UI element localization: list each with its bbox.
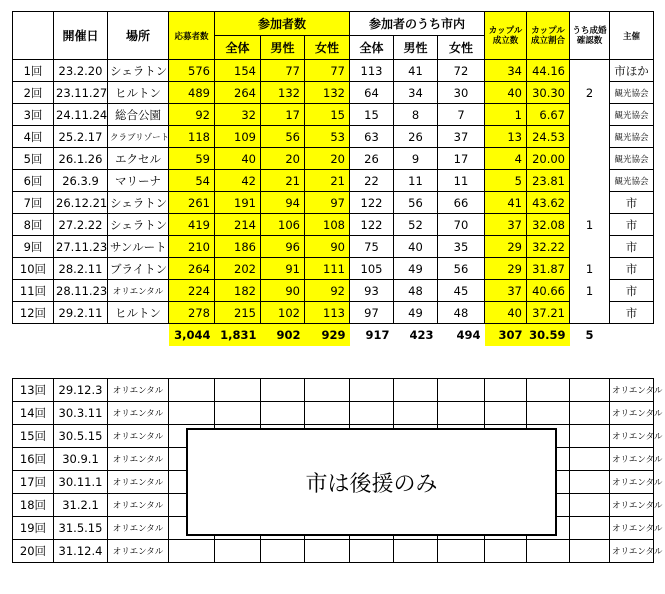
total-participants: 1,831 <box>215 324 261 347</box>
row-couple-rate: 31.87 <box>527 258 570 280</box>
row-date: 31.5.15 <box>54 517 108 540</box>
row-city-female: 72 <box>438 60 485 82</box>
row-organizer: 市 <box>610 302 654 324</box>
row-number: 20回 <box>13 540 54 563</box>
row-participants-male: 132 <box>261 82 305 104</box>
table-row <box>13 540 654 563</box>
header-participants-male: 男性 <box>261 36 305 60</box>
row-participants-female: 111 <box>305 258 350 280</box>
row-city: 93 <box>350 280 394 302</box>
row-place: シェラトン <box>108 60 169 82</box>
row-date: 30.3.11 <box>54 402 108 425</box>
row-date: 26.1.26 <box>54 148 108 170</box>
table-row <box>13 126 654 148</box>
row-participants: 40 <box>215 148 261 170</box>
row-couple-rate: 23.81 <box>527 170 570 192</box>
row-place: シェラトン <box>108 192 169 214</box>
row-date: 31.12.4 <box>54 540 108 563</box>
row-couple-rate: 43.62 <box>527 192 570 214</box>
row-organizer: 市 <box>610 280 654 302</box>
total-applicants: 3,044 <box>169 324 215 347</box>
row-participants-female: 92 <box>305 280 350 302</box>
table-row <box>13 148 654 170</box>
row-applicants: 261 <box>169 192 215 214</box>
row-place: クラブリゾート <box>108 126 169 148</box>
empty-cell <box>485 379 527 402</box>
row-marriages: 1 <box>570 280 610 302</box>
row-participants-male: 94 <box>261 192 305 214</box>
note-box <box>186 428 557 536</box>
row-place: オリエンタル <box>108 517 169 540</box>
row-applicants: 59 <box>169 148 215 170</box>
empty-cell <box>570 448 610 471</box>
table-row <box>13 104 654 126</box>
row-participants-female: 21 <box>305 170 350 192</box>
total-participants-male: 902 <box>261 324 305 347</box>
row-city-male: 11 <box>394 170 438 192</box>
row-place: 総合公園 <box>108 104 169 126</box>
row-participants-female: 97 <box>305 192 350 214</box>
row-city-male: 49 <box>394 258 438 280</box>
row-marriages <box>570 60 610 82</box>
empty-cell <box>350 540 394 563</box>
row-applicants: 54 <box>169 170 215 192</box>
table-row <box>13 302 654 324</box>
row-place: マリーナ <box>108 170 169 192</box>
row-city-male: 34 <box>394 82 438 104</box>
total-city-male: 423 <box>409 328 434 342</box>
empty-cell <box>350 379 394 402</box>
row-city-male: 56 <box>394 192 438 214</box>
row-place: オリエンタル <box>108 494 169 517</box>
empty-cell <box>570 517 610 540</box>
row-number: 6回 <box>13 170 54 192</box>
row-date: 23.11.27 <box>54 82 108 104</box>
row-city-female: 66 <box>438 192 485 214</box>
row-number: 16回 <box>13 448 54 471</box>
row-couples: 4 <box>485 148 527 170</box>
row-organizer: オリエンタル <box>610 448 654 471</box>
row-date: 23.2.20 <box>54 60 108 82</box>
row-place: シェラトン <box>108 214 169 236</box>
row-participants-male: 21 <box>261 170 305 192</box>
header-couples: カップル成立数 <box>485 12 527 60</box>
row-city: 15 <box>350 104 394 126</box>
row-applicants: 92 <box>169 104 215 126</box>
row-place: オリエンタル <box>108 448 169 471</box>
row-marriages <box>570 170 610 192</box>
row-applicants: 264 <box>169 258 215 280</box>
row-couples: 13 <box>485 126 527 148</box>
row-place: ヒルトン <box>108 302 169 324</box>
row-organizer: 観光協会 <box>610 104 654 126</box>
row-date: 29.2.11 <box>54 302 108 324</box>
row-participants: 109 <box>215 126 261 148</box>
header-city-total: 全体 <box>350 36 394 60</box>
total-couple-rate: 30.59 <box>527 324 570 347</box>
empty-cell <box>394 540 438 563</box>
row-organizer: 市 <box>610 214 654 236</box>
row-number: 7回 <box>13 192 54 214</box>
row-organizer: 観光協会 <box>610 170 654 192</box>
row-participants-female: 90 <box>305 236 350 258</box>
row-organizer: 観光協会 <box>610 82 654 104</box>
row-participants-female: 20 <box>305 148 350 170</box>
row-date: 25.2.17 <box>54 126 108 148</box>
row-place: サンルート <box>108 236 169 258</box>
row-date: 29.12.3 <box>54 379 108 402</box>
row-city: 97 <box>350 302 394 324</box>
row-participants: 32 <box>215 104 261 126</box>
empty-cell <box>485 402 527 425</box>
empty-cell <box>169 379 215 402</box>
row-marriages <box>570 126 610 148</box>
row-organizer: オリエンタル <box>610 425 654 448</box>
row-couple-rate: 40.66 <box>527 280 570 302</box>
row-couples: 41 <box>485 192 527 214</box>
row-participants-female: 15 <box>305 104 350 126</box>
row-couples: 37 <box>485 214 527 236</box>
row-place: オリエンタル <box>108 280 169 302</box>
header-marriages: うち成婚確認数 <box>570 12 610 60</box>
empty-cell <box>215 402 261 425</box>
row-city-female: 17 <box>438 148 485 170</box>
row-city-female: 48 <box>438 302 485 324</box>
row-applicants: 118 <box>169 126 215 148</box>
row-place: エクセル <box>108 148 169 170</box>
row-marriages <box>570 148 610 170</box>
row-applicants: 210 <box>169 236 215 258</box>
row-organizer: オリエンタル <box>610 471 654 494</box>
table-row <box>13 402 654 425</box>
empty-cell <box>305 402 350 425</box>
row-couple-rate: 24.53 <box>527 126 570 148</box>
header-date: 開催日 <box>54 12 108 60</box>
row-couple-rate: 32.22 <box>527 236 570 258</box>
row-participants: 42 <box>215 170 261 192</box>
row-city-female: 11 <box>438 170 485 192</box>
row-city-male: 52 <box>394 214 438 236</box>
row-number: 8回 <box>13 214 54 236</box>
empty-cell <box>527 379 570 402</box>
empty-cell <box>261 402 305 425</box>
events-table <box>12 11 654 346</box>
row-date: 30.9.1 <box>54 448 108 471</box>
row-participants: 182 <box>215 280 261 302</box>
row-couples: 29 <box>485 236 527 258</box>
row-place: ブライトン <box>108 258 169 280</box>
row-city: 64 <box>350 82 394 104</box>
row-marriages <box>570 192 610 214</box>
row-couples: 40 <box>485 82 527 104</box>
row-city-male: 41 <box>394 60 438 82</box>
row-participants: 191 <box>215 192 261 214</box>
total-city: 917 <box>365 328 390 342</box>
row-participants-male: 106 <box>261 214 305 236</box>
row-city: 63 <box>350 126 394 148</box>
row-city-male: 26 <box>394 126 438 148</box>
row-city-female: 35 <box>438 236 485 258</box>
row-organizer: オリエンタル <box>610 540 654 563</box>
totals-row <box>13 324 654 347</box>
header-no <box>13 12 54 60</box>
row-city-male: 40 <box>394 236 438 258</box>
row-date: 26.12.21 <box>54 192 108 214</box>
row-city-male: 48 <box>394 280 438 302</box>
row-number: 13回 <box>13 379 54 402</box>
row-couples: 1 <box>485 104 527 126</box>
row-city-female: 56 <box>438 258 485 280</box>
row-marriages <box>570 302 610 324</box>
empty-cell <box>438 540 485 563</box>
row-organizer: 市 <box>610 192 654 214</box>
row-city: 122 <box>350 214 394 236</box>
row-city-male: 8 <box>394 104 438 126</box>
row-organizer: 市 <box>610 258 654 280</box>
row-couple-rate: 6.67 <box>527 104 570 126</box>
row-number: 10回 <box>13 258 54 280</box>
row-number: 11回 <box>13 280 54 302</box>
row-place: オリエンタル <box>108 540 169 563</box>
row-couple-rate: 30.30 <box>527 82 570 104</box>
row-organizer: 市 <box>610 236 654 258</box>
row-applicants: 278 <box>169 302 215 324</box>
total-city-female: 494 <box>456 328 481 342</box>
row-place: オリエンタル <box>108 379 169 402</box>
row-participants: 214 <box>215 214 261 236</box>
empty-cell <box>570 540 610 563</box>
row-date: 27.2.22 <box>54 214 108 236</box>
table-row <box>13 214 654 236</box>
row-marriages: 2 <box>570 82 610 104</box>
empty-cell <box>438 402 485 425</box>
empty-cell <box>394 379 438 402</box>
row-city: 22 <box>350 170 394 192</box>
row-participants-male: 77 <box>261 60 305 82</box>
row-number: 9回 <box>13 236 54 258</box>
header-city-male: 男性 <box>394 36 438 60</box>
row-date: 31.2.1 <box>54 494 108 517</box>
empty-cell <box>261 379 305 402</box>
row-place: オリエンタル <box>108 402 169 425</box>
row-couples: 5 <box>485 170 527 192</box>
empty-cell <box>570 379 610 402</box>
row-participants: 264 <box>215 82 261 104</box>
row-participants: 154 <box>215 60 261 82</box>
row-city: 113 <box>350 60 394 82</box>
row-participants-female: 77 <box>305 60 350 82</box>
row-couples: 37 <box>485 280 527 302</box>
table-row <box>13 236 654 258</box>
row-couple-rate: 32.08 <box>527 214 570 236</box>
row-marriages: 1 <box>570 214 610 236</box>
table-row <box>13 192 654 214</box>
empty-cell <box>485 540 527 563</box>
total-participants-female: 929 <box>305 324 350 347</box>
row-date: 24.11.24 <box>54 104 108 126</box>
row-marriages <box>570 236 610 258</box>
row-organizer: 市ほか <box>610 60 654 82</box>
row-number: 3回 <box>13 104 54 126</box>
empty-cell <box>169 402 215 425</box>
row-participants-male: 96 <box>261 236 305 258</box>
row-couple-rate: 20.00 <box>527 148 570 170</box>
row-participants-male: 90 <box>261 280 305 302</box>
row-city: 75 <box>350 236 394 258</box>
header-city-participants: 参加者のうち市内 <box>350 12 485 36</box>
total-marriages: 5 <box>585 328 594 342</box>
table-row <box>13 379 654 402</box>
row-organizer: オリエンタル <box>610 494 654 517</box>
row-couples: 40 <box>485 302 527 324</box>
row-participants-female: 132 <box>305 82 350 104</box>
row-place: ヒルトン <box>108 82 169 104</box>
row-participants-male: 20 <box>261 148 305 170</box>
row-couples: 29 <box>485 258 527 280</box>
header-applicants: 応募者数 <box>169 12 215 60</box>
row-participants: 215 <box>215 302 261 324</box>
row-couples: 34 <box>485 60 527 82</box>
row-participants: 202 <box>215 258 261 280</box>
row-number: 2回 <box>13 82 54 104</box>
row-date: 30.11.1 <box>54 471 108 494</box>
row-number: 5回 <box>13 148 54 170</box>
row-number: 12回 <box>13 302 54 324</box>
row-city-female: 37 <box>438 126 485 148</box>
row-number: 1回 <box>13 60 54 82</box>
table-row <box>13 60 654 82</box>
row-date: 28.11.23 <box>54 280 108 302</box>
table-row <box>13 258 654 280</box>
row-date: 27.11.23 <box>54 236 108 258</box>
row-organizer: オリエンタル <box>610 517 654 540</box>
row-participants-female: 53 <box>305 126 350 148</box>
row-city: 105 <box>350 258 394 280</box>
header-place: 場所 <box>108 12 169 60</box>
empty-cell <box>169 540 215 563</box>
row-city-male: 49 <box>394 302 438 324</box>
header-couple-rate: カップル成立割合 <box>527 12 570 60</box>
empty-cell <box>570 402 610 425</box>
row-number: 17回 <box>13 471 54 494</box>
row-city-female: 30 <box>438 82 485 104</box>
empty-cell <box>215 379 261 402</box>
row-city-female: 7 <box>438 104 485 126</box>
row-date: 30.5.15 <box>54 425 108 448</box>
row-participants-male: 102 <box>261 302 305 324</box>
row-organizer: 観光協会 <box>610 126 654 148</box>
empty-cell <box>394 402 438 425</box>
row-applicants: 576 <box>169 60 215 82</box>
row-city-female: 70 <box>438 214 485 236</box>
row-number: 18回 <box>13 494 54 517</box>
row-organizer: オリエンタル <box>610 379 654 402</box>
header-city-female: 女性 <box>438 36 485 60</box>
row-date: 28.2.11 <box>54 258 108 280</box>
row-participants-male: 91 <box>261 258 305 280</box>
header-participants-female: 女性 <box>305 36 350 60</box>
total-couples: 307 <box>485 324 527 347</box>
empty-cell <box>527 402 570 425</box>
row-organizer: オリエンタル <box>610 402 654 425</box>
row-number: 4回 <box>13 126 54 148</box>
empty-cell <box>305 379 350 402</box>
header-participants-total: 全体 <box>215 36 261 60</box>
row-place: オリエンタル <box>108 425 169 448</box>
note-text: 市は後援のみ <box>305 471 438 497</box>
row-organizer: 観光協会 <box>610 148 654 170</box>
empty-cell <box>438 379 485 402</box>
empty-cell <box>305 540 350 563</box>
row-participants-female: 108 <box>305 214 350 236</box>
row-participants-male: 17 <box>261 104 305 126</box>
row-city-male: 9 <box>394 148 438 170</box>
table-row <box>13 82 654 104</box>
row-participants-male: 56 <box>261 126 305 148</box>
row-couple-rate: 44.16 <box>527 60 570 82</box>
empty-cell <box>570 425 610 448</box>
header-participants: 参加者数 <box>215 12 350 36</box>
header-organizer: 主催 <box>610 12 654 60</box>
row-marriages: 1 <box>570 258 610 280</box>
row-date: 26.3.9 <box>54 170 108 192</box>
table-row <box>13 170 654 192</box>
row-place: オリエンタル <box>108 471 169 494</box>
row-applicants: 419 <box>169 214 215 236</box>
row-couple-rate: 37.21 <box>527 302 570 324</box>
row-number: 15回 <box>13 425 54 448</box>
row-applicants: 224 <box>169 280 215 302</box>
row-participants: 186 <box>215 236 261 258</box>
row-number: 19回 <box>13 517 54 540</box>
empty-cell <box>570 494 610 517</box>
table-row <box>13 280 654 302</box>
row-number: 14回 <box>13 402 54 425</box>
row-city-female: 45 <box>438 280 485 302</box>
empty-cell <box>261 540 305 563</box>
row-marriages <box>570 104 610 126</box>
empty-cell <box>527 540 570 563</box>
empty-cell <box>215 540 261 563</box>
row-participants-female: 113 <box>305 302 350 324</box>
empty-cell <box>350 402 394 425</box>
row-city: 26 <box>350 148 394 170</box>
row-applicants: 489 <box>169 82 215 104</box>
empty-cell <box>570 471 610 494</box>
row-city: 122 <box>350 192 394 214</box>
